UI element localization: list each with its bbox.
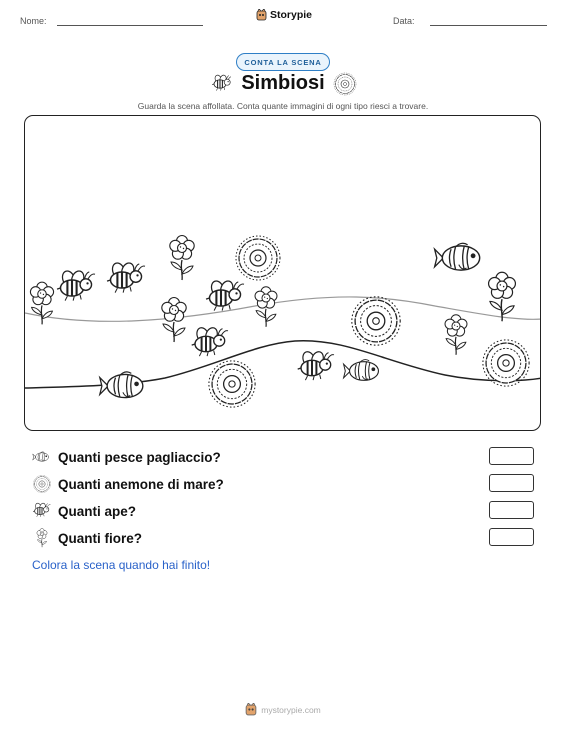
date-line[interactable] (430, 25, 547, 26)
question-text: Quanti pesce pagliaccio? (58, 449, 221, 465)
sea-anemone (209, 361, 255, 407)
sea-anemone (236, 236, 280, 280)
activity-badge: CONTA LA SCENA (236, 53, 330, 71)
brand-name: Storypie (270, 9, 313, 21)
bee (298, 350, 334, 380)
flower (30, 282, 53, 324)
bee-icon (32, 502, 52, 520)
answer-box-sea-anemone[interactable] (489, 474, 534, 492)
bee (107, 261, 145, 292)
page-subtitle: Guarda la scena affollata. Conta quante immagini di ogni tipo riesci a trovare. (137, 101, 429, 111)
sea-anemone (483, 340, 529, 386)
brand-logo (256, 9, 312, 21)
flower (445, 315, 467, 355)
bee (192, 326, 228, 356)
storypie-logo-icon (245, 703, 257, 716)
answer-box-flower[interactable] (489, 528, 534, 546)
flower (170, 236, 194, 281)
counting-scene (24, 115, 541, 431)
color-instruction: Colora la scena quando hai finito! (32, 558, 211, 572)
question-clownfish (32, 446, 221, 468)
flower-icon (32, 528, 52, 548)
question-text: Quanti fiore? (58, 530, 142, 546)
flower (489, 272, 516, 321)
page-title: Simbiosi (241, 72, 325, 94)
bee (57, 269, 95, 300)
sea-anemone-icon (333, 72, 357, 96)
question-text: Quanti anemone di mare? (58, 476, 224, 492)
name-label: Nome: (20, 16, 47, 26)
sea-anemone (352, 297, 400, 345)
clownfish (435, 243, 480, 270)
question-text: Quanti ape? (58, 503, 137, 519)
clownfish-icon (32, 449, 52, 465)
flower (255, 287, 277, 327)
storypie-logo-icon (256, 9, 267, 21)
question-flower (32, 527, 142, 549)
question-bee (32, 500, 136, 522)
clownfish (344, 360, 379, 381)
date-label: Data: (393, 16, 415, 26)
flower (162, 298, 186, 343)
clownfish (100, 372, 143, 398)
footer (0, 703, 566, 716)
name-line[interactable] (57, 25, 203, 26)
question-sea-anemone (32, 473, 224, 495)
sea-anemone-icon (32, 475, 52, 493)
answer-box-bee[interactable] (489, 501, 534, 519)
bee (206, 279, 244, 310)
footer-url[interactable]: mystorypie.com (261, 704, 321, 715)
scene-illustration (25, 116, 541, 431)
answer-box-clownfish[interactable] (489, 447, 534, 465)
